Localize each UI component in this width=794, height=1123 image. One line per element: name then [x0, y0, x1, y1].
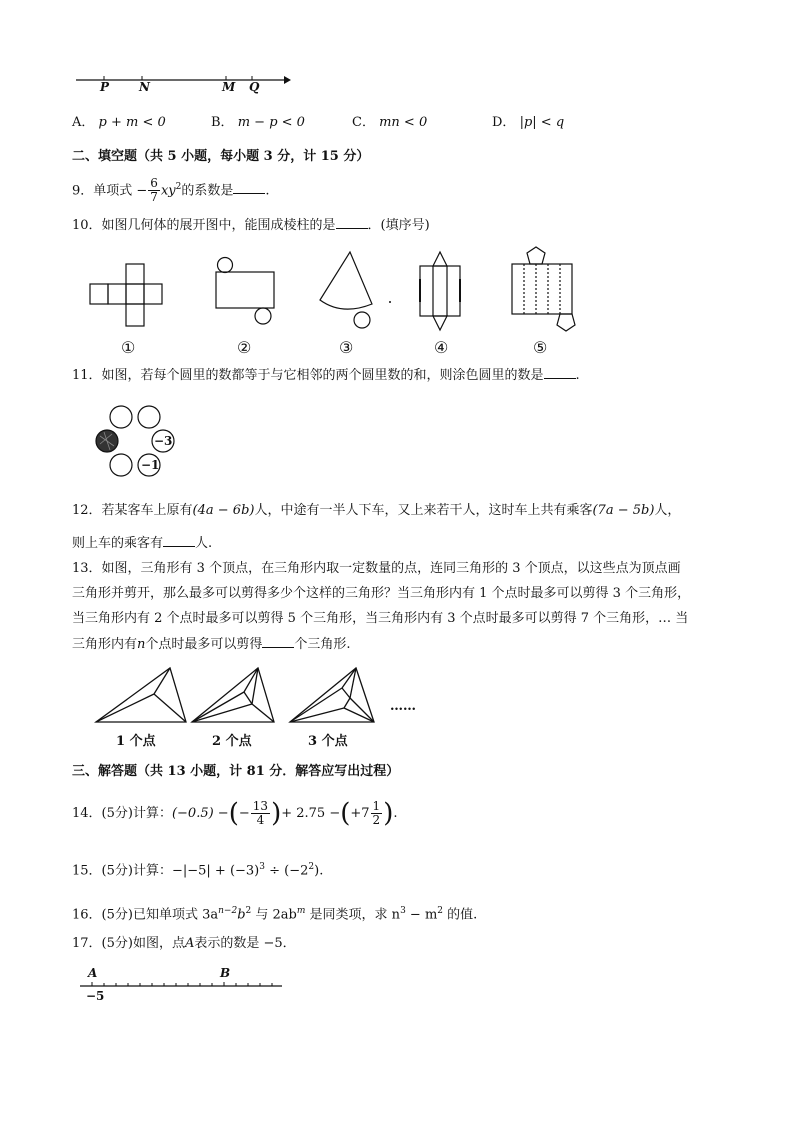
question-16: 16．(5分)已知单项式 $3a^{n-2}b^2$ 与 $2ab^m$ 是同类项，求 $n^3 - m^2$ 的值.: [72, 906, 478, 923]
question-13-line3: 当三角形内有 2 个点时最多可以剪得 5 个三角形，当三角形内有 3 个点时最多可以剪得 7 个三角形，… 当: [72, 611, 689, 626]
q11-circle-ring: [90, 400, 190, 482]
question-13-line2: 三角形并剪开，那么最多可以剪得多少个这样的三角形？当三角形内有 1 个点时最多可以剪得 3 个三角形，: [72, 586, 691, 601]
caption-1-point: 1 个点: [116, 734, 156, 749]
question-12-line2: 则上车的乘客有 人.: [72, 536, 213, 551]
question-12-line1: 12．若某客车上原有(4a − 6b)人，中途有一半人下车，又上来若干人，这时车上共有乘客(7a − 5b)人，: [72, 503, 681, 518]
circle-value-neg1: −1: [141, 458, 160, 472]
question-11: 11．如图，若每个圆里的数都等于与它相邻的两个圆里数的和，则涂色圆里的数是 .: [72, 368, 580, 383]
q13-continuation-dots: ……: [390, 699, 416, 714]
option-d: D． |p| < q: [492, 115, 565, 130]
point-p-label: P: [100, 80, 110, 94]
fig10-label-2: ②: [237, 338, 252, 357]
fig10-label-4: ④: [434, 338, 449, 357]
question-14: 14．(5分)计算：(−0.5) −(− $\frac{13}{4}$ )+ 2.75 −(+7 $\frac{1}{2}$ ).: [72, 798, 398, 829]
point-m-label: M: [222, 80, 236, 94]
question-17: 17．(5分)如图，点A表示的数是 −5．: [72, 936, 296, 951]
question-13-line1: 13．如图，三角形有 3 个顶点，在三角形内取一定数量的点，连同三角形的 3 个顶点，以这些点为顶点画: [72, 561, 681, 576]
question-15: 15．(5分)计算：$-|-5| + (-3)^3 \div (-2^2)$.: [72, 862, 324, 879]
question-10: 10．如图几何体的展开图中，能围成棱柱的是 ．(填序号): [72, 218, 430, 233]
circle-value-neg3: −3: [154, 434, 173, 448]
q13-triangles: [94, 664, 394, 728]
option-a: A． p + m < 0: [72, 115, 166, 130]
option-c: C． mn < 0: [352, 115, 428, 130]
point-a-label: A: [88, 966, 98, 980]
q10-figures: [80, 244, 600, 334]
option-b: B． m − p < 0: [211, 115, 305, 130]
question-13-line4: 三角形内有n个点时最多可以剪得 个三角形.: [72, 637, 351, 652]
point-n-label: N: [139, 80, 150, 94]
section-3-title: 三、解答题（共 13 小题，计 81 分．解答应写出过程）: [72, 764, 400, 779]
section-2-title: 二、填空题（共 5 小题，每小题 3 分，计 15 分）: [72, 149, 370, 164]
fig10-label-3: ③: [339, 338, 354, 357]
caption-3-point: 3 个点: [308, 734, 348, 749]
point-b-label: B: [220, 966, 231, 980]
point-q-label: Q: [249, 80, 260, 94]
fig10-label-1: ①: [121, 338, 136, 357]
q17-number-line: [80, 976, 290, 996]
point-a-value: −5: [86, 989, 105, 1003]
question-9: 9．单项式 − $\frac{6}{7}$ $xy^2$的系数是 .: [72, 176, 270, 205]
caption-2-point: 2 个点: [212, 734, 252, 749]
fig10-label-5: ⑤: [533, 338, 548, 357]
